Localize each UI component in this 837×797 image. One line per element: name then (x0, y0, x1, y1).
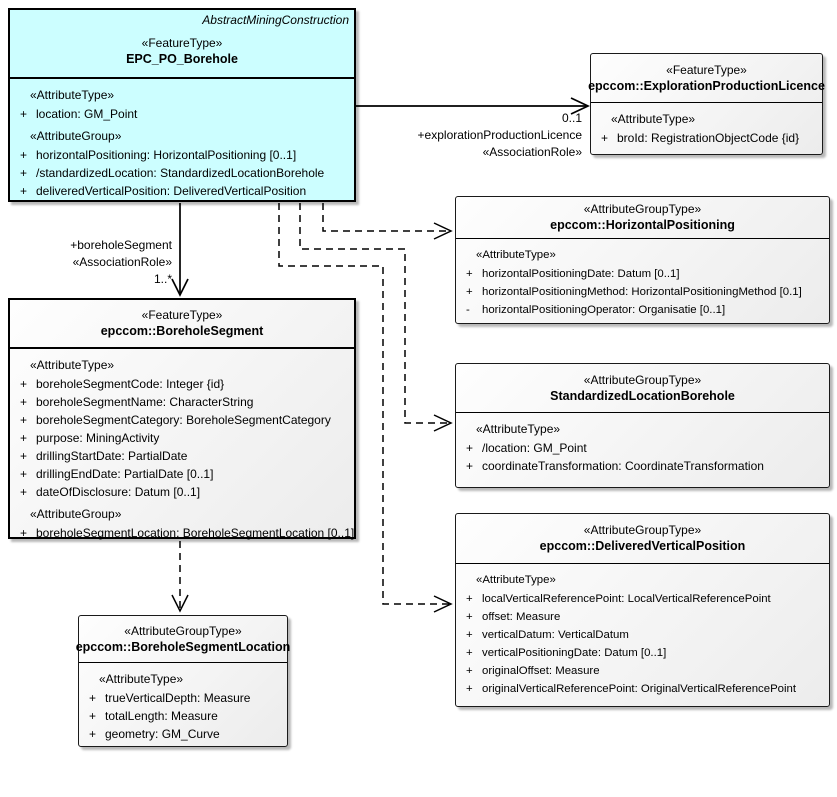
class-epc-po-borehole[interactable] (8, 8, 356, 202)
attribute-row (79, 707, 287, 725)
visibility-marker: + (466, 286, 473, 298)
attribute-row (591, 129, 822, 147)
attribute-compartment (10, 349, 354, 542)
visibility-marker: + (20, 485, 28, 499)
class-borehole-segment[interactable] (8, 298, 356, 539)
visibility-marker: + (20, 413, 28, 427)
attribute-text: verticalDatum: VerticalDatum (482, 629, 629, 641)
attribute-text: drillingEndDate: PartialDate [0..1] (36, 467, 214, 481)
attribute-text: boreholeSegmentLocation: BoreholeSegmentLocation [0..1] (36, 526, 355, 540)
attribute-text: /standardizedLocation: StandardizedLocationBorehole (36, 166, 325, 180)
class-stereotype: «FeatureType» (141, 308, 223, 322)
stereotype-header: «AttributeType» (476, 422, 561, 436)
attribute-row (456, 439, 829, 457)
attribute-row (10, 146, 354, 164)
attribute-text: horizontalPositioning: HorizontalPositioning [0..1] (36, 148, 297, 162)
attribute-row (456, 626, 829, 644)
visibility-marker: + (466, 611, 473, 623)
attribute-text: boreholeSegmentCategory: BoreholeSegmentCategory (36, 413, 331, 427)
attribute-row (456, 680, 829, 698)
class-name: epccom::ExplorationProductionLicence (588, 78, 825, 93)
attribute-row (456, 301, 829, 319)
attribute-row (10, 465, 354, 483)
visibility-marker: - (466, 304, 470, 316)
attribute-row (456, 265, 829, 283)
attribute-compartment (456, 413, 829, 475)
visibility-marker: + (466, 665, 473, 677)
attribute-text: verticalPositioningDate: Datum [0..1] (482, 647, 667, 659)
class-header (456, 197, 829, 239)
class-name: epccom::BoreholeSegmentLocation (75, 639, 291, 654)
attribute-text: horizontalPositioningMethod: HorizontalPositioningMethod [0.1] (482, 286, 802, 298)
class-horizontal-positioning[interactable] (455, 196, 830, 324)
attribute-row (456, 662, 829, 680)
visibility-marker: + (20, 526, 28, 540)
attribute-row (10, 524, 354, 542)
multiplicity-label: 1..* (153, 272, 172, 286)
attribute-row (456, 590, 829, 608)
stereotype-header: «AttributeType» (30, 358, 115, 372)
attribute-text: localVerticalReferencePoint: LocalVerticalReferencePoint (482, 593, 771, 605)
role-label: +boreholeSegment (70, 238, 172, 252)
visibility-marker: + (466, 459, 474, 473)
visibility-marker: + (466, 593, 473, 605)
attribute-text: /location: GM_Point (482, 441, 587, 455)
stereotype-header: «AttributeGroup» (30, 129, 122, 143)
class-header (588, 54, 825, 103)
attribute-text: originalVerticalReferencePoint: OriginalVerticalReferencePoint (482, 683, 797, 695)
attribute-row (456, 608, 829, 626)
attribute-compartment (10, 79, 354, 200)
class-header (75, 616, 291, 663)
class-stereotype: «AttributeGroupType» (124, 623, 242, 638)
class-stereotype: «AttributeGroupType» (583, 523, 702, 537)
attribute-row (79, 689, 287, 707)
attribute-text: geometry: GM_Curve (105, 727, 220, 741)
visibility-marker: + (20, 166, 28, 180)
attribute-text: boreholeSegmentCode: Integer {id} (36, 377, 225, 391)
class-header (10, 300, 354, 349)
visibility-marker: + (89, 727, 97, 741)
attribute-row (10, 411, 354, 429)
stereotype-header: «AttributeType» (30, 88, 115, 102)
attribute-text: trueVerticalDepth: Measure (105, 691, 251, 705)
visibility-marker: + (89, 709, 97, 723)
attribute-row (456, 283, 829, 301)
attribute-compartment (79, 663, 287, 743)
association-licence-labels (418, 110, 582, 161)
attribute-row (10, 393, 354, 411)
attribute-row (10, 105, 354, 123)
attribute-text: originalOffset: Measure (482, 665, 600, 677)
stereotype-header: «AttributeType» (99, 672, 184, 686)
attribute-row (10, 483, 354, 501)
class-header (456, 514, 829, 564)
visibility-marker: + (20, 395, 28, 409)
attribute-row (456, 457, 829, 475)
class-stereotype: «FeatureType» (666, 62, 747, 77)
class-borehole-segment-location[interactable] (75, 615, 291, 747)
class-stereotype: «AttributeGroupType» (583, 202, 702, 216)
class-name: epccom::BoreholeSegment (100, 324, 264, 338)
attribute-row (10, 429, 354, 447)
visibility-marker: + (20, 467, 28, 481)
association-stereotype-label: «AssociationRole» (482, 145, 582, 159)
visibility-marker: + (601, 131, 609, 145)
visibility-marker: + (20, 184, 28, 198)
attribute-text: boreholeSegmentName: CharacterString (36, 395, 254, 409)
association-segment-labels (70, 237, 172, 288)
stereotype-header: «AttributeType» (476, 574, 556, 586)
attribute-compartment (456, 239, 829, 319)
class-delivered-vertical-position[interactable] (455, 513, 830, 707)
attribute-row (10, 164, 354, 182)
class-name: StandardizedLocationBorehole (550, 388, 735, 403)
association-stereotype-label: «AssociationRole» (72, 255, 172, 269)
attribute-text: drillingStartDate: PartialDate (36, 449, 188, 463)
attribute-compartment (591, 103, 822, 147)
stereotype-header: «AttributeGroup» (30, 507, 122, 521)
attribute-text: horizontalPositioningOperator: Organisatie [0..1] (482, 304, 726, 316)
role-label: +explorationProductionLicence (417, 128, 582, 142)
class-exploration-production-licence[interactable] (590, 53, 823, 155)
visibility-marker: + (20, 107, 28, 121)
attribute-text: broId: RegistrationObjectCode {id} (617, 131, 800, 145)
stereotype-header: «AttributeType» (476, 249, 556, 261)
package-note: AbstractMiningConstruction (202, 13, 349, 27)
class-name: epccom::HorizontalPositioning (550, 218, 735, 232)
attribute-row (456, 644, 829, 662)
class-name: EPC_PO_Borehole (126, 51, 238, 66)
visibility-marker: + (466, 683, 473, 695)
visibility-marker: + (466, 441, 474, 455)
attribute-text: purpose: MiningActivity (36, 431, 160, 445)
stereotype-header: «AttributeType» (611, 112, 696, 126)
attribute-row (10, 447, 354, 465)
attribute-text: offset: Measure (482, 611, 561, 623)
class-header (10, 10, 354, 79)
attribute-text: totalLength: Measure (105, 709, 218, 723)
attribute-text: dateOfDisclosure: Datum [0..1] (36, 485, 201, 499)
multiplicity-label: 0..1 (561, 111, 582, 125)
visibility-marker: + (20, 431, 28, 445)
visibility-marker: + (20, 449, 28, 463)
attribute-text: coordinateTransformation: CoordinateTransformation (482, 459, 764, 473)
attribute-row (79, 725, 287, 743)
visibility-marker: + (466, 268, 473, 280)
attribute-row (10, 375, 354, 393)
visibility-marker: + (20, 377, 28, 391)
class-stereotype: «FeatureType» (141, 35, 223, 50)
visibility-marker: + (20, 148, 28, 162)
class-standardized-location-borehole[interactable] (455, 363, 830, 488)
class-header (456, 364, 829, 413)
visibility-marker: + (89, 691, 97, 705)
attribute-text: deliveredVerticalPosition: DeliveredVerticalPosition (36, 184, 307, 198)
attribute-row (10, 182, 354, 200)
class-name: epccom::DeliveredVerticalPosition (539, 539, 746, 553)
attribute-compartment (456, 564, 829, 698)
class-stereotype: «AttributeGroupType» (583, 372, 702, 387)
visibility-marker: + (466, 629, 473, 641)
visibility-marker: + (466, 647, 473, 659)
attribute-text: location: GM_Point (36, 107, 138, 121)
attribute-text: horizontalPositioningDate: Datum [0..1] (482, 268, 680, 280)
